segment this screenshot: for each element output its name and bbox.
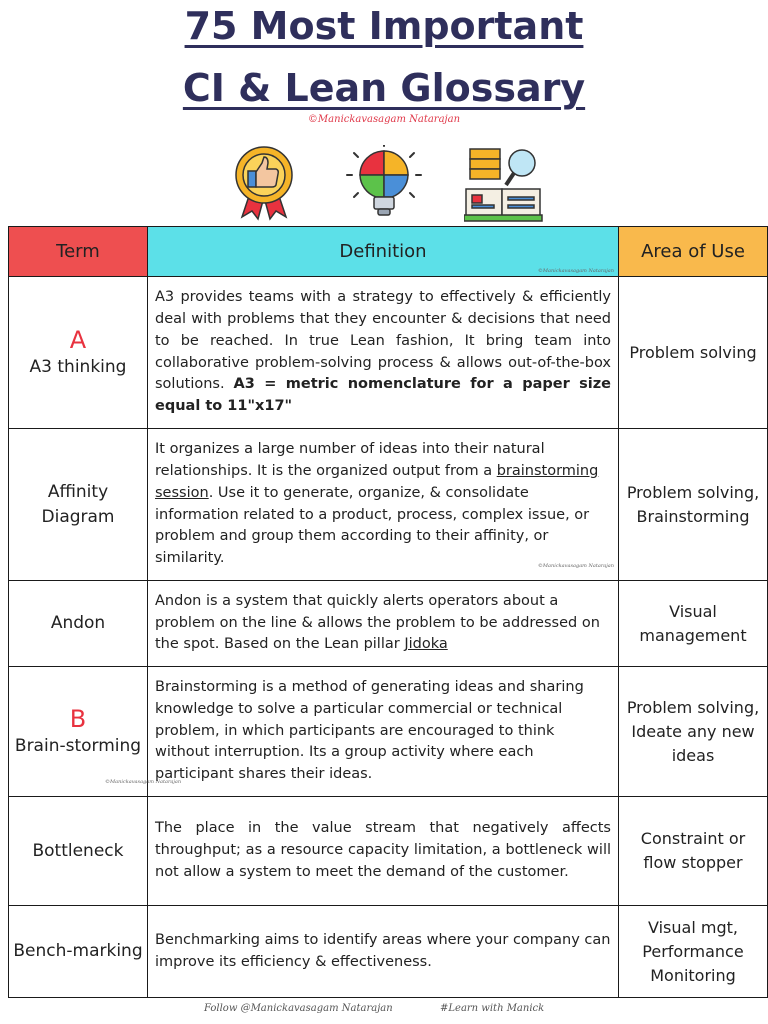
thumbs-up-badge-icon (232, 145, 296, 221)
watermark: ©Manickavasagam Natarajan (537, 268, 614, 274)
definition-cell (148, 797, 619, 906)
term-label: Bottleneck (32, 840, 124, 861)
term-cell (9, 581, 148, 667)
footer-hashtag: #Learn with Manick (440, 1003, 545, 1014)
term-cell (9, 277, 148, 429)
header-term: Term (9, 227, 148, 277)
author-credit: ©Manickavasagam Natarajan (307, 114, 461, 125)
definition-cell (148, 906, 619, 998)
definition-text: Brainstorming is a method of generating ideas and sharing knowledge to solve a particular commercial or technical problem, in which participants are encouraged to think without interruption. Its a group activity where each participant shares their ideas. (155, 679, 584, 783)
watermark: ©Manickavasagam Natarajan (105, 779, 182, 785)
term-label: Bench-marking (13, 941, 143, 961)
table-row (9, 667, 768, 797)
header-area: Area of Use (619, 227, 768, 277)
term-label: Andon (50, 613, 106, 633)
area-cell: Problem solving (619, 277, 768, 429)
definition-bold-text: A3 = metric nomenclature for a paper size equal to 11"x17" (155, 376, 611, 415)
table-row (9, 906, 768, 998)
header-definition-label: Definition (339, 241, 427, 262)
term-cell (9, 906, 148, 998)
definition-text: A3 provides teams with a strategy to effectively & efficiently deal with problems that they encounter & decisions that need to be reached. In true Lean fashion, It bring team into collaborative problem-solving process & allows out-of-the-box solutions. (155, 289, 611, 393)
term-label: A3 thinking (29, 357, 127, 377)
table-header-row (9, 227, 768, 277)
definition-text: The place in the value stream that negatively affects throughput; as a resource capacity limitation, a bottleneck will not allow a system to meet the demand of the customer. (155, 820, 611, 880)
section-letter: B (69, 705, 87, 733)
table-row (9, 429, 768, 581)
definition-link[interactable]: brainstorming session (155, 462, 599, 501)
definition-cell (148, 581, 619, 667)
definition-cell (148, 667, 619, 797)
page-title-line1: 75 Most Important (184, 4, 584, 48)
area-cell: Problem solving, Ideate any new ideas (619, 667, 768, 797)
definition-text: Andon is a system that quickly alerts operators about a problem on the line & allows the problem to be addressed on the spot. Based on the Lean pillar (155, 592, 600, 653)
definition-cell (148, 429, 619, 581)
definition-link[interactable]: Jidoka (404, 636, 448, 653)
glossary-table (8, 226, 768, 998)
area-cell: Problem solving, Brainstorming (619, 429, 768, 581)
puzzle-lightbulb-icon (344, 145, 424, 223)
table-row (9, 581, 768, 667)
table-row (9, 797, 768, 906)
term-label: Brain-storming (14, 736, 142, 756)
term-cell (9, 667, 182, 797)
area-cell: Visual mgt, Performance Monitoring (619, 906, 768, 998)
table-row (9, 277, 768, 429)
definition-text: Benchmarking aims to identify areas where your company can improve its efficiency & effectiveness. (155, 931, 611, 970)
header-definition (148, 227, 619, 277)
term-cell (9, 429, 148, 581)
footer-follow: Follow @Manickavasagam Natarajan (204, 1003, 393, 1014)
area-cell: Constraint or flow stopper (619, 797, 768, 906)
definition-text: . Use it to generate, organize, & consolidate information related to a product, process, complex issue, or problem and group them according to their affinity, or similarity. (155, 484, 590, 567)
section-letter: A (69, 326, 87, 354)
page-title-line2: CI & Lean Glossary (182, 66, 586, 110)
area-cell: Visual management (619, 581, 768, 667)
definition-text: It organizes a large number of ideas into their natural relationships. It is the organized output from a (155, 441, 545, 479)
watermark: ©Manickavasagam Natarajan (537, 563, 614, 570)
definition-cell (148, 277, 619, 429)
term-label: Affinity Diagram (41, 481, 115, 527)
book-research-icon (464, 145, 544, 223)
term-cell (9, 797, 148, 906)
